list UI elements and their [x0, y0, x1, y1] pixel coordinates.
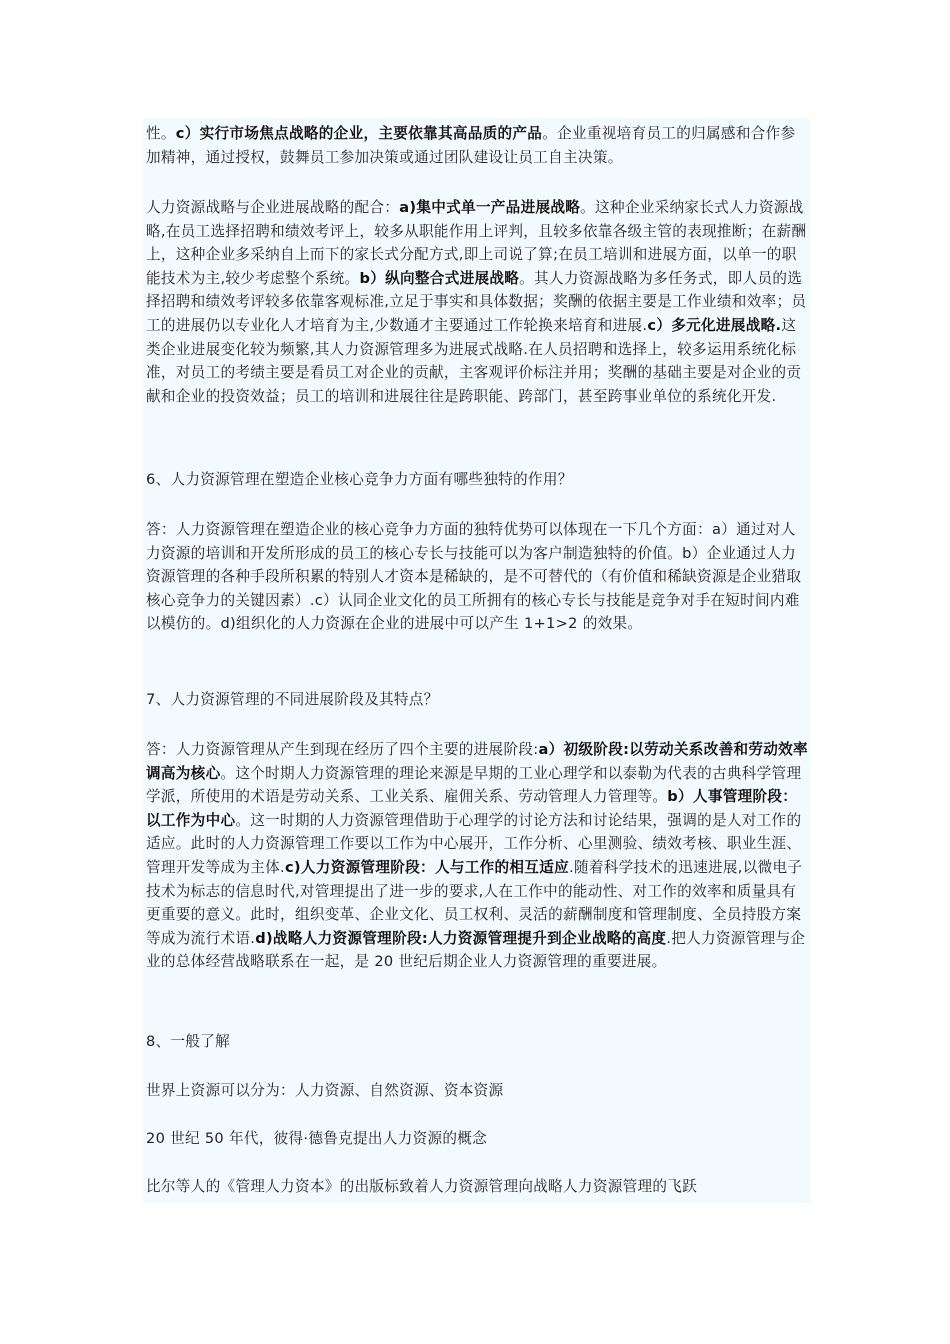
text-run: 20 世纪 50 年代，彼得·德鲁克提出人力资源的概念: [146, 1130, 488, 1147]
bold-text-run: c）多元化进展战略.: [647, 316, 782, 334]
question-6-heading: [146, 468, 810, 492]
text-run: 世界上资源可以分为：人力资源、自然资源、资本资源: [146, 1082, 504, 1099]
bold-text-run: a)集中式单一产品进展战略: [399, 199, 581, 216]
question-7-heading: [146, 688, 810, 712]
answer-7-paragraph: [146, 738, 810, 974]
text-run: 6、人力资源管理在塑造企业核心竞争力方面有哪些独特的作用？: [146, 471, 573, 488]
text-run: 比尔等人的《管理人力资本》的出版标致着人力资源管理向战略人力资源管理的飞跃: [146, 1178, 698, 1195]
text-run: 。这个时期人力资源管理的理论来源是早期的工业心理学和以泰勒为代表的古典科学管理学派，所使用的术语是劳动关系、工业关系、雇佣关系、劳动管理人力管理等。: [146, 764, 802, 806]
managing-human-assets-line: [146, 1175, 810, 1199]
text-run: 7、人力资源管理的不同进展阶段及其特点？: [146, 691, 439, 708]
drucker-concept-line: [146, 1127, 810, 1151]
text-run: 这类企业进展变化较为频繁,其人力资源管理多为进展式战略.在人员招聘和选择上，较多运用系统化标准，对员工的考绩主要是看员工对企业的贡献，主客观评价标注并用；奖酬的基础主要是对企业的贡献和企业的投资效益；员工的培训和进展往往是跨职能、跨部门，甚至跨事业单位的系统化开发.: [146, 316, 802, 405]
text-run: 。这种企业采纳家长式人力资源战略,在员工选择招聘和绩效考评上，较多从职能作用上评判，且较多依靠各级主管的表现推断；在薪酬上，这种企业多采纳自上而下的家长式分配方式,即上司说了算;在员工培训和进展方面，以单一的职能技术为主,较少考虑整个系统。: [146, 199, 807, 287]
bold-text-run: b）人事管理阶段：以工作为中心: [146, 788, 798, 829]
answer-6-paragraph: [146, 518, 810, 636]
resource-types-line: [146, 1079, 810, 1103]
text-run: 。企业重视培育员工的归属感和合作参加精神，通过授权，鼓舞员工参加决策或通过团队建设让员工自主决策。: [146, 125, 796, 166]
bold-text-run: c）实行市场焦点战略的企业，主要依靠其高品质的产品: [175, 125, 543, 142]
text-run: 性。: [146, 125, 176, 142]
text-run: 8、一般了解: [146, 1033, 231, 1050]
text-run: 答：人力资源管理从产生到现在经历了四个主要的进展阶段:: [146, 741, 539, 758]
paragraph-hr-strategy-alignment: [146, 196, 810, 408]
bold-text-run: c)人力资源管理阶段：人与工作的相互适应: [284, 858, 569, 876]
text-run: .把人力资源管理与企业的总体经营战略联系在一起，是 20 世纪后期企业人力资源管理的重要进展。: [146, 929, 806, 971]
text-run: .随着科学技术的迅速进展,以微电子技术为标志的信息时代,对管理提出了进一步的要求,人在工作中的能动性、对工作的效率和质量具有更重要的意义。此时，组织变革、企业文化、员工权利、灵活的薪酬制度和管理制度、全员持股方案等成为流行术语.: [146, 858, 803, 947]
text-run: 。这一时期的人力资源管理借助于心理学的讨论方法和讨论结果，强调的是人对工作的适应。此时的人力资源管理工作要以工作为中心展开，工作分析、心里测验、绩效考核、职业生涯、管理开发等成为主体.: [146, 811, 802, 876]
bold-text-run: d)战略人力资源管理阶段:人力资源管理提升到企业战略的高度: [255, 929, 667, 947]
document-body: [143, 118, 810, 1203]
text-run: 答：人力资源管理在塑造企业的核心竞争力方面的独特优势可以体现在一下几个方面：a）通过对人力资源的培训和开发所形成的员工的核心专长与技能可以为客户制造独特的价值。b）企业通过人力资源管理的各种手段所积累的特别人才资本是稀缺的，是不可替代的（有价值和稀缺资源是企业猎取核心竞争力的关键因素）.c）认同企业文化的员工所拥有的核心专长与技能是竞争对手在短时间内难以模仿的。d)组织化的人力资源在企业的进展中可以产生 1+1>2 的效果。: [146, 521, 802, 633]
text-run: 。其人力资源战略为多任务式，即人员的选择招聘和绩效考评较多依靠客观标准,立足于事实和具体数据；奖酬的依据主要是工作业绩和效率；员工的进展仍以专业化人才培育为主,少数通才主要通过工作轮换来培育和进展.: [146, 269, 807, 334]
paragraph-market-focus-strategy: [146, 122, 810, 169]
text-run: 人力资源战略与企业进展战略的配合：: [146, 199, 400, 216]
bold-text-run: b）纵向整合式进展战略: [359, 269, 520, 287]
bold-text-run: a）初级阶段:以劳动关系改善和劳动效率调高为核心: [146, 741, 808, 782]
section-8-heading: [146, 1030, 810, 1054]
